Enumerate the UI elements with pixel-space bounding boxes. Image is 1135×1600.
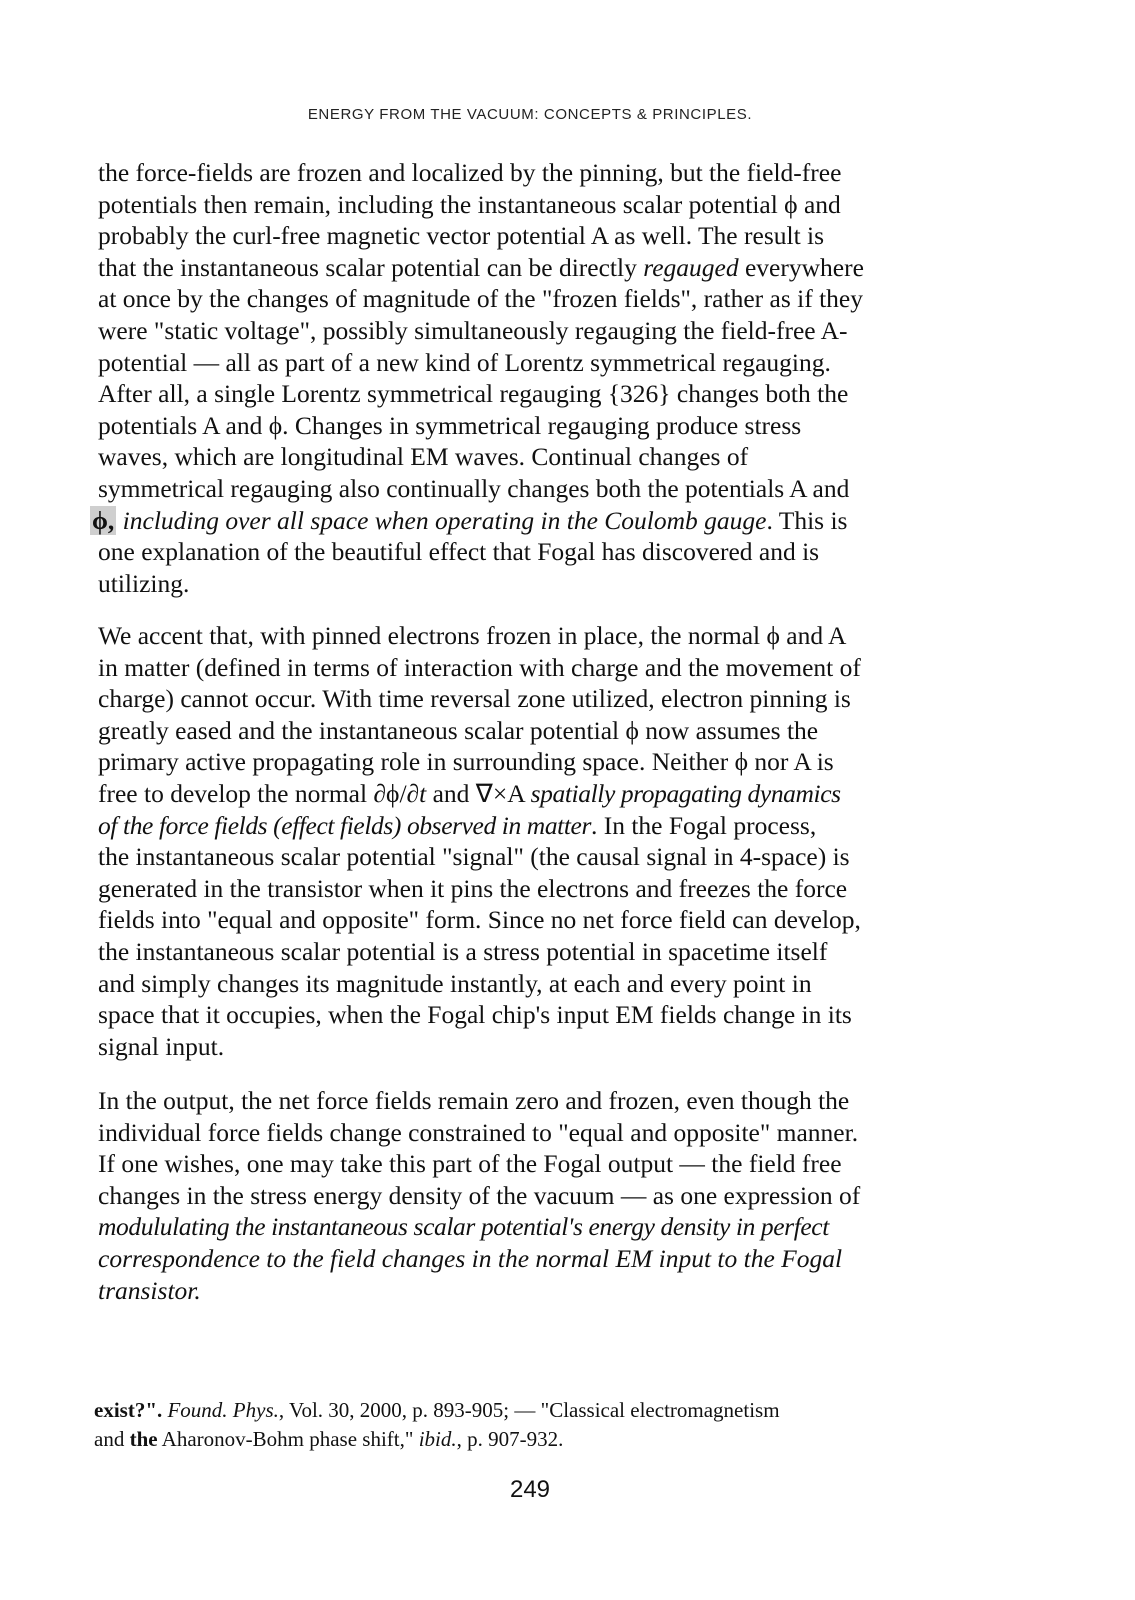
text-line: fields into "equal and opposite" form. Since no net force field can develop, (98, 905, 861, 935)
text-line: After all, a single Lorentz symmetrical regauging {326} changes both the (98, 379, 849, 409)
text-line: changes in the stress energy density of the vacuum — as one expression of (98, 1180, 861, 1210)
text-line: utilizing. (98, 568, 190, 598)
text-run: , Vol. 30, 2000, p. 893-905; — "Classical electromagnetism (278, 1398, 780, 1422)
italic-run: spatially propagating dynamics (530, 778, 841, 808)
text-line: waves, which are longitudinal EM waves. Continual changes of (98, 442, 749, 472)
text-line: the force-fields are frozen and localized by the pinning, but the field-free (98, 158, 842, 187)
italic-line: modululating the instantaneous scalar potential's energy density in perfect (98, 1212, 829, 1242)
text-line: potential — all as part of a new kind of Lorentz symmetrical regauging. (98, 347, 831, 377)
text-run: , p. 907-932. (456, 1427, 564, 1451)
text-line: In the output, the net force fields remain zero and frozen, even though the (98, 1086, 850, 1115)
italic-run: ibid. (418, 1427, 457, 1451)
text-line: greatly eased and the instantaneous scalar potential ϕ now assumes the (98, 715, 819, 745)
italic-line: transistor. (98, 1275, 201, 1305)
text-line: potentials then remain, including the instantaneous scalar potential ϕ and (98, 189, 841, 219)
text-line: one explanation of the beautiful effect that Fogal has discovered and is (98, 537, 820, 567)
text-line: charge) cannot occur. With time reversal zone utilized, electron pinning is (98, 684, 851, 714)
text-line: at once by the changes of magnitude of the "frozen fields", rather as if they (98, 284, 863, 314)
italic-run: including over all space when operating in the Coulomb gauge (116, 505, 767, 535)
text-run: that the instantaneous scalar potential can be directly (98, 252, 644, 282)
running-head: ENERGY FROM THE VACUUM: CONCEPTS & PRINCIPLES. (307, 106, 753, 123)
text-line: If one wishes, one may take this part of the Fogal output — the field free (98, 1149, 842, 1179)
text-run: everywhere (738, 252, 864, 282)
text-run: . In the Fogal process, (590, 810, 817, 840)
text-line (98, 252, 938, 284)
text-line: space that it occupies, when the Fogal chip's input EM fields change in its (98, 1000, 852, 1030)
footnote-line (94, 1425, 954, 1454)
text-line: probably the curl-free magnetic vector potential A as well. The result is (98, 221, 825, 251)
text-run: free to develop the normal ∂ϕ/∂ (98, 778, 420, 808)
text-line: potentials A and ϕ. Changes in symmetrical regauging produce stress (98, 410, 802, 440)
text-line (98, 810, 938, 842)
highlighted-symbol: ϕ, (92, 505, 115, 535)
text-run: Aharonov-Bohm phase shift," (157, 1427, 419, 1451)
footnote (94, 1396, 954, 1454)
bold-run: exist?". (94, 1398, 163, 1422)
italic-line: correspondence to the field changes in the normal EM input to the Fogal (98, 1243, 843, 1273)
text-line: primary active propagating role in surrounding space. Neither ϕ nor A is (98, 747, 834, 777)
text-line: individual force fields change constrained to "equal and opposite" manner. (98, 1117, 859, 1147)
text-line (92, 505, 938, 537)
text-run: . This is (766, 505, 848, 535)
text-line: symmetrical regauging also continually changes both the potentials A and (98, 473, 850, 503)
italic-run: regauged (643, 252, 739, 282)
bold-run: the (129, 1427, 158, 1451)
text-line: and simply changes its magnitude instantly, at each and every point in (98, 968, 812, 998)
text-line: were "static voltage", possibly simultaneously regauging the field-free A- (98, 315, 848, 345)
paragraph-3 (98, 1085, 938, 1306)
footnote-line (94, 1396, 954, 1425)
text-line: the instantaneous scalar potential is a stress potential in spacetime itself (98, 936, 828, 966)
text-line: signal input. (98, 1031, 225, 1061)
paragraph-2 (98, 620, 938, 1062)
page-number: 249 (509, 1476, 551, 1503)
text-run: and (94, 1427, 130, 1451)
paragraph-1 (92, 157, 938, 599)
italic-run: t (419, 778, 427, 808)
text-run: and ∇×A (426, 778, 531, 808)
italic-run: of the force fields (effect fields) observed in matter (98, 810, 591, 840)
italic-run: Found. Phys. (162, 1398, 279, 1422)
text-line (98, 778, 938, 810)
text-line: in matter (defined in terms of interaction with charge and the movement of (98, 652, 861, 682)
text-line: generated in the transistor when it pins the electrons and freezes the force (98, 873, 848, 903)
text-line: the instantaneous scalar potential "signal" (the causal signal in 4-space) is (98, 842, 850, 872)
text-line: We accent that, with pinned electrons frozen in place, the normal ϕ and A (98, 621, 847, 650)
